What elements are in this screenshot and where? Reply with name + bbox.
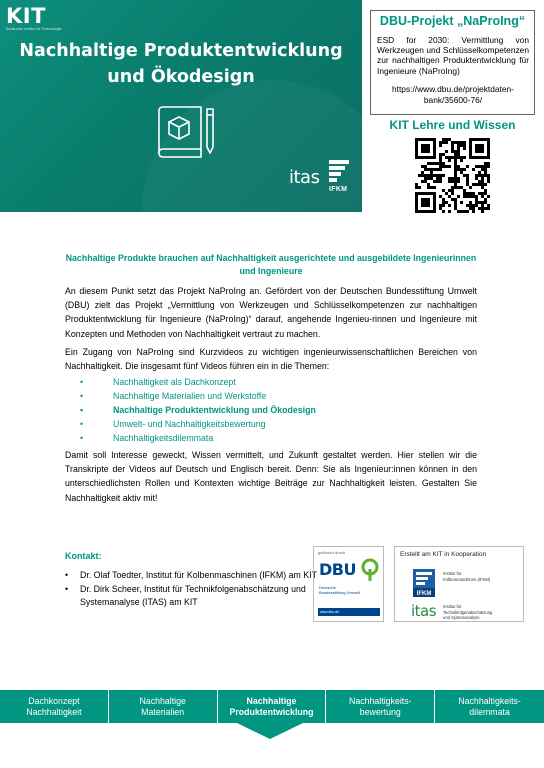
project-url-link[interactable]: https://www.dbu.de/projektdaten-bank/35600-76/ <box>392 84 514 105</box>
dbu-leaf-icon <box>361 557 379 583</box>
bullet-icon: • <box>80 404 84 415</box>
project-info-box <box>370 10 535 115</box>
cooperation-title: Erstellt am KIT in Kooperation <box>400 551 487 558</box>
nav-tab-bewertung[interactable]: Nachhaltigkeits-bewertung <box>326 690 435 723</box>
kit-logo-text: KIT <box>6 4 46 28</box>
contact-list <box>65 569 345 610</box>
nav-tab-dachkonzept[interactable]: Dachkonzept Nachhaltigkeit <box>0 690 109 723</box>
hero-title-line2: und Ökodesign <box>107 67 255 87</box>
kit-logo-subtitle: Karlsruher Institut für Technologie <box>6 27 62 31</box>
bullet-icon: • <box>65 583 69 594</box>
active-tab-arrow <box>237 723 303 739</box>
topic-list <box>80 376 316 446</box>
ifkm-name-line2: Kolbenmaschinen (IFKM) <box>443 576 491 582</box>
contact-heading: Kontakt: <box>65 551 102 561</box>
paragraph-project: An diesem Punkt setzt das Projekt NaProIng an. Gefördert von der Deutschen Bundesstiftung Umwelt (DBU) zielt das Projekt „Vermittlung von Werkzeugen und Schlüsselkompetenzen zur nachhaltigen Produktentwicklung für Ingenieure (NaProIng)“ darauf, angehende Ingenieu-rinnen und Ingenieure mit Konzepten und Methoden von Nachhaltigkeit vertraut zu machen. <box>65 286 477 339</box>
topic-label: Nachhaltige Materialien und Werkstoffe <box>113 390 267 401</box>
project-description: ESD for 2030: Vermittlung von Werkzeugen und Schlüsselkompetenzen zur nachhaltigen Produktentwicklung für Ingenieure (NaProIng) <box>377 35 529 76</box>
ifkm-logo-label: IFKM <box>416 591 432 597</box>
topic-label: Umwelt- und Nachhaltigkeitsbewertung <box>113 418 266 429</box>
topic-item[interactable] <box>80 376 316 390</box>
itas-name <box>443 604 492 621</box>
contact-item <box>65 583 345 610</box>
bullet-icon: • <box>80 390 84 401</box>
ifkm-logo-icon <box>327 158 351 184</box>
itas-name-line1: Institut für <box>443 604 462 609</box>
project-title: DBU-Projekt „NaProIng“ <box>379 14 526 28</box>
kit-lehre-heading: KIT Lehre und Wissen <box>389 118 516 132</box>
ifkm-logo-text: IFKM <box>329 186 348 193</box>
topic-item[interactable] <box>80 390 316 404</box>
ifkm-name <box>443 571 490 582</box>
video-topic-nav <box>0 690 544 723</box>
contact-person: Dr. Olaf Toedter, Institut für Kolbenmaschinen (IFKM) am KIT <box>80 570 317 580</box>
dbu-name-line1: Deutsche <box>319 585 336 590</box>
hero-banner <box>0 0 362 212</box>
contact-item <box>65 569 345 583</box>
bullet-icon: • <box>80 377 84 387</box>
dbu-strip: www.dbu.de <box>318 608 380 616</box>
paragraph-videos: Ein Zugang von NaProIng sind Kurzvideos zu wichtigen ingenieurwissenschaftlichen Bereichen von Nachhaltigkeit. Die insgesamt fünf Videos führen ein in die Themen: <box>65 347 477 372</box>
dbu-name-line2: Bundesstiftung Umwelt <box>319 590 360 595</box>
ifkm-name-line1: Institut für <box>443 571 462 576</box>
topic-item[interactable] <box>80 432 316 446</box>
dbu-sponsor-logo <box>313 546 384 622</box>
bullet-icon: • <box>65 570 69 580</box>
nav-tab-dilemmata[interactable]: Nachhaltigkeits-dilemmata <box>458 695 521 717</box>
bullet-icon: • <box>80 418 84 429</box>
sponsor-label: gefördert durch <box>318 550 346 555</box>
cooperation-box <box>394 546 524 622</box>
itas-logo: itas <box>289 167 320 188</box>
topic-item[interactable] <box>80 418 316 432</box>
topic-label: Nachhaltigkeitsdilemmata <box>113 432 214 443</box>
itas-name-line2: Technikfolgenabschätzung <box>443 609 493 615</box>
nav-tab-materialien[interactable]: Nachhaltige Materialien <box>109 690 218 723</box>
hero-title <box>0 38 362 90</box>
paragraph-closing: Damit soll Interesse geweckt, Wissen vermittelt, und Zukunft gestaltet werden. Hier stellen wir die Transkripte der Videos auf Deutsch und Englisch bereit. Denn: Sie als Ingenieur:innen können in den unterschiedlichsten Rollen und Kontexten wichtige Beiträge zur Nachhaltigkeit leisten. Gestalten Sie Nachhaltigkeit aktiv mit! <box>65 450 477 503</box>
itas-name-line3: und Systemanalyse <box>443 615 480 620</box>
contact-person: Dr. Dirk Scheer, Institut für Technikfolgenabschätzung und Systemanalyse (ITAS) am KIT <box>80 583 306 607</box>
topic-item-current[interactable] <box>80 404 316 418</box>
itas-logo: itas <box>411 602 437 620</box>
hero-title-line1: Nachhaltige Produktentwicklung <box>19 41 343 61</box>
intro-subtitle: Nachhaltige Produkte brauchen auf Nachhaltigkeit ausgerichtete und ausgebildete Ingenieurinnen und Ingenieure <box>65 253 477 276</box>
kit-logo <box>6 6 62 31</box>
topic-label: Nachhaltigkeit als Dachkonzept <box>113 377 236 387</box>
blueprint-pencil-icon <box>155 103 219 161</box>
qr-code-icon[interactable] <box>415 138 490 213</box>
dbu-name <box>319 585 360 595</box>
topic-label: Nachhaltige Produktentwicklung und Ökodesign <box>113 404 316 415</box>
dbu-logo-text: DBU <box>319 560 356 579</box>
bullet-icon: • <box>80 432 84 443</box>
nav-tab-produktentwicklung[interactable]: Nachhaltige Produktentwicklung <box>218 690 327 723</box>
ifkm-logo-icon <box>413 569 435 597</box>
